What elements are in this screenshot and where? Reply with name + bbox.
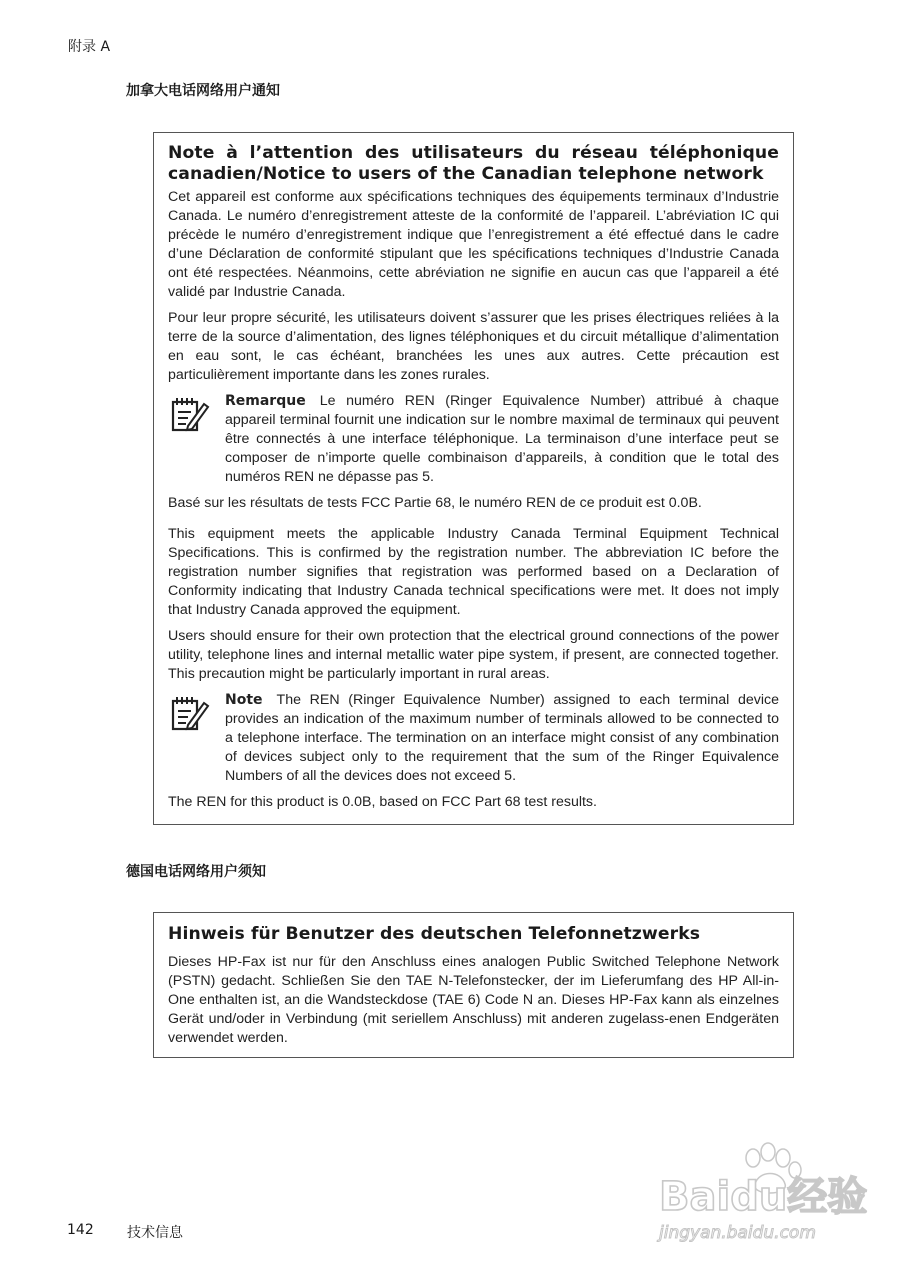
germany-notice-box xyxy=(153,912,794,1058)
watermark-url: jingyan.baidu.com xyxy=(659,1223,816,1243)
fr-note-text: Le numéro REN (Ringer Equivalence Number) attribué à chaque appareil terminal fournit une indication sur le nombre maximal de terminaux qui peuvent être connectés à une interface téléphonique. La terminaison d’une interface peut se composer de n’importe quelle combinaison d’appareils, à condition que le total des numéros REN ne dépasse pas 5. xyxy=(225,393,779,485)
germany-notice-title: Hinweis für Benutzer des deutschen Telefonnetzwerks xyxy=(168,924,701,944)
fr-paragraph-2: Pour leur propre sécurité, les utilisateurs doivent s’assurer que les prises électriques reliées à la terre de la source d’alimentation, des lignes téléphoniques et du circuit métallique d’alimentation en eau sont, le cas échéant, branchées les unes aux autres. Cette précaution est particulièrement importante dans les zones rurales. xyxy=(168,310,779,383)
canada-notice-title: Note à l’attention des utilisateurs du réseau téléphonique canadien/Notice to users of the Canadian telephone network xyxy=(168,143,779,184)
canada-notice-box xyxy=(153,132,794,825)
footer-section-label: 技术信息 xyxy=(127,1225,183,1241)
fr-paragraph-1: Cet appareil est conforme aux spécifications techniques des équipements terminaux d’Industrie Canada. Le numéro d’enregistrement atteste de la conformité de l’appareil. L’abréviation IC qui précède le numéro d’enregistrement indique que l’enregistrement a été effectué dans le cadre d’une Déclaration de conformité stipulant que les spécifications techniques d’Industrie Canada ont été respectées. Néanmoins, cette abréviation ne signifie en aucun cas que l’appareil a été validé par Industrie Canada. xyxy=(168,189,779,300)
fr-note xyxy=(168,392,779,487)
en-note-label: Note xyxy=(225,692,263,708)
en-paragraph-3: The REN for this product is 0.0B, based on FCC Part 68 test results. xyxy=(168,794,597,810)
section-heading-canada: 加拿大电话网络用户通知 xyxy=(126,83,280,99)
watermark-logo: Baidu经验 xyxy=(659,1174,868,1220)
baidu-watermark xyxy=(655,1140,870,1245)
note-pad-icon xyxy=(170,394,210,434)
en-note-text: The REN (Ringer Equivalence Number) assigned to each terminal device provides an indication of the maximum number of terminals allowed to be connected to a telephone interface. The termination on an interface might consist of any combination of devices subject only to the requirement that the sum of the Ringer Equivalence Numbers of all the devices does not exceed 5. xyxy=(225,692,779,784)
page-number: 142 xyxy=(67,1222,94,1238)
fr-note-label: Remarque xyxy=(225,393,306,409)
de-paragraph: Dieses HP-Fax ist nur für den Anschluss eines analogen Public Switched Telephone Network (PSTN) gedacht. Schließen Sie den TAE N-Telefonstecker, der im Lieferumfang des HP All-in-One enthalten ist, an die Wandsteckdose (TAE 6) Code N an. Dieses HP-Fax kann als einzelnes Gerät und/oder in Verbindung (mit seriellem Anschluss) mit anderen zugelass-enen Endgeräten verwendet werden. xyxy=(168,954,779,1046)
en-paragraph-1: This equipment meets the applicable Industry Canada Terminal Equipment Technical Specifications. This is confirmed by the registration number. The abbreviation IC before the registration number signifies that registration was performed based on a Declaration of Conformity indicating that Industry Canada technical specifications were met. It does not imply that Industry Canada approved the equipment. xyxy=(168,526,779,618)
note-pad-icon xyxy=(170,693,210,733)
en-note xyxy=(168,691,779,786)
appendix-label: 附录 A xyxy=(68,39,111,55)
section-heading-germany: 德国电话网络用户须知 xyxy=(126,864,266,880)
fr-paragraph-3: Basé sur les résultats de tests FCC Partie 68, le numéro REN de ce produit est 0.0B. xyxy=(168,495,702,511)
en-paragraph-2: Users should ensure for their own protection that the electrical ground connections of the power utility, telephone lines and internal metallic water pipe system, if present, are connected together. This precaution might be particularly important in rural areas. xyxy=(168,628,779,682)
